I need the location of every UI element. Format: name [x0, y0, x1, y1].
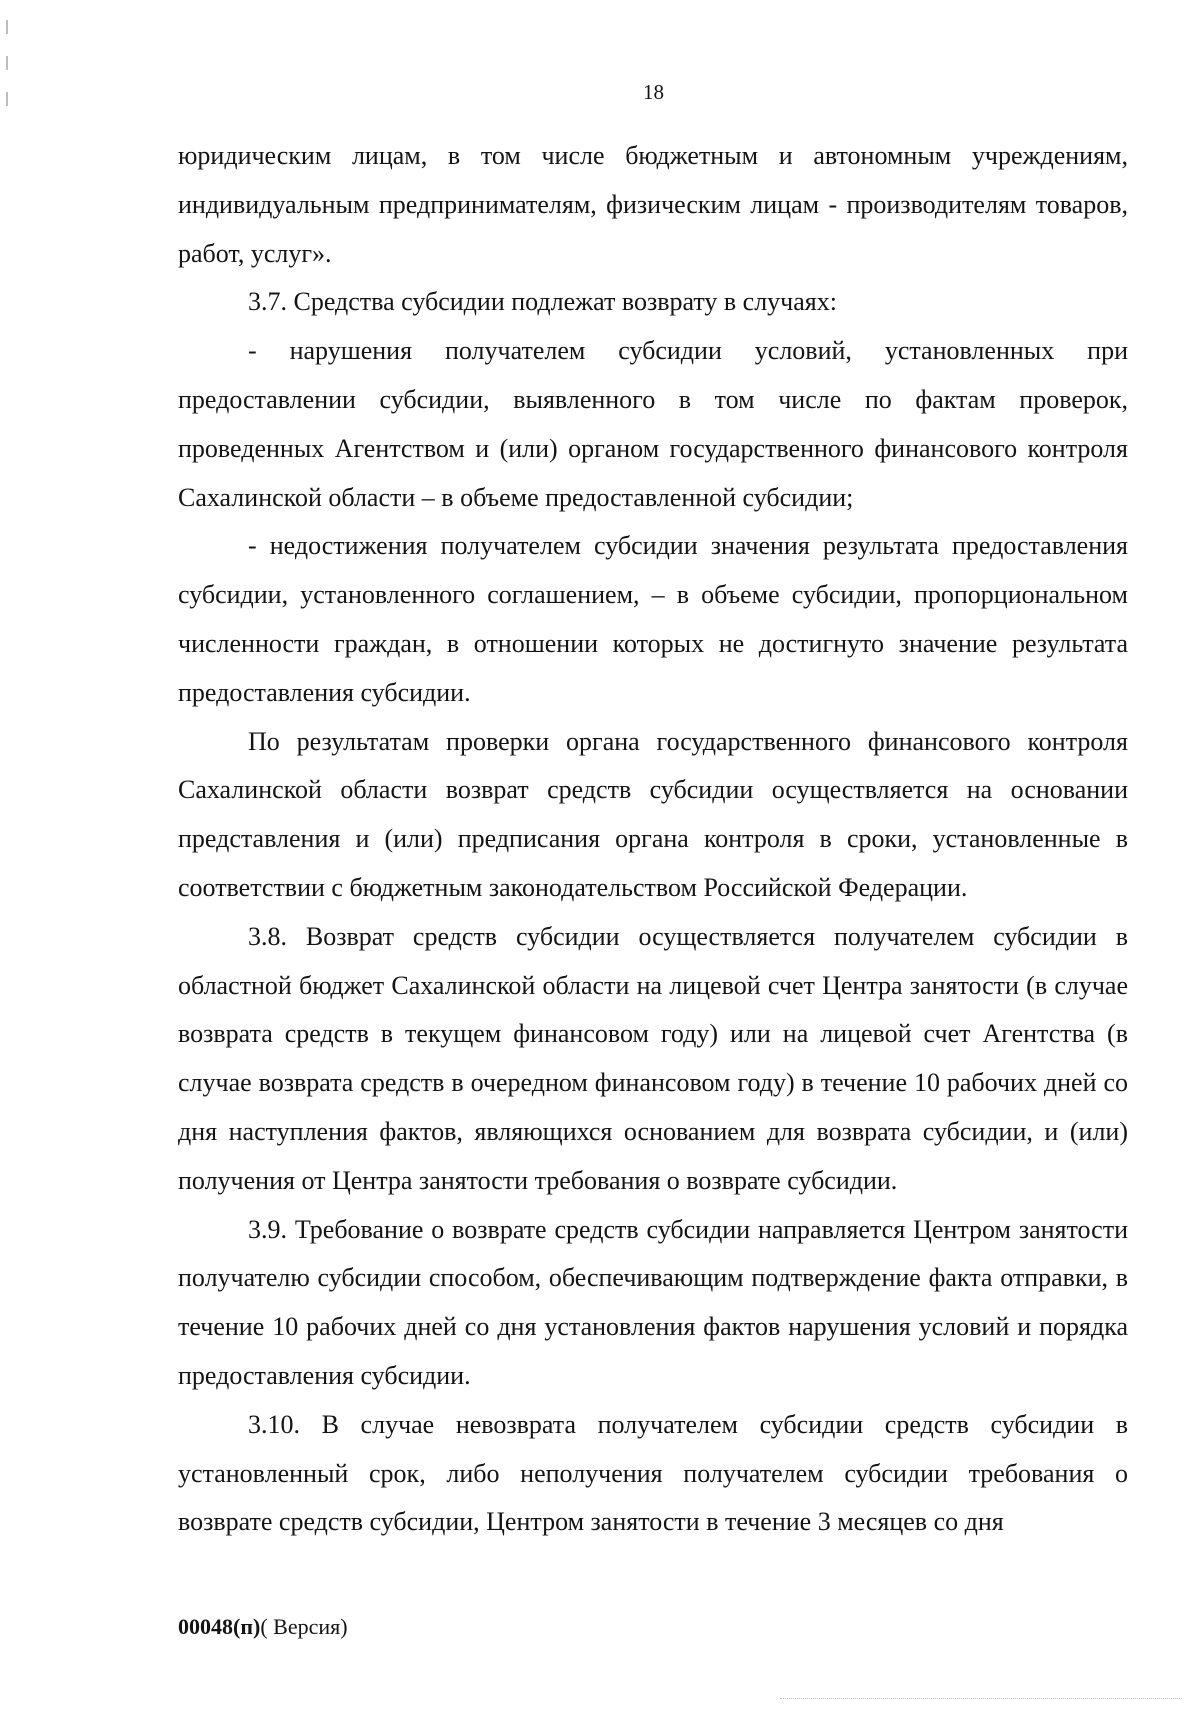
- document-footer: [178, 1614, 348, 1640]
- paragraph-3-10: 3.10. В случае невозврата получателем субсидии средств субсидии в установленный срок, либо неполучения получателем субсидии требования о возврате средств субсидии, Центром занятости в течение 3 месяцев со дня: [178, 1409, 1128, 1537]
- paragraph-3-9: 3.9. Требование о возврате средств субсидии направляется Центром занятости получателю субсидии способом, обеспечивающим подтверждение факта отправки, в течение 10 рабочих дней со дня установления фактов нарушения условий и порядка предоставления субсидии.: [178, 1214, 1128, 1390]
- paragraph-continuation: юридическим лицам, в том числе бюджетным и автономным учреждениям, индивидуальным предпринимателям, физическим лицам - производителям товаров, работ, услуг».: [178, 141, 1128, 268]
- document-code: 00048(п): [178, 1614, 261, 1639]
- paragraph-control-results: По результатам проверки органа государственного финансового контроля Сахалинской области возврат средств субсидии осуществляется на основании представления и (или) предписания органа контроля в сроки, установленные в соответствии с бюджетным законодательством Российской Федерации.: [178, 726, 1128, 902]
- paragraph-3-7: 3.7. Средства субсидии подлежат возврату в случаях:: [248, 287, 837, 317]
- page-number: 18: [643, 80, 664, 104]
- paragraph-bullet-non-achievement: - недостижения получателем субсидии значения результата предоставления субсидии, установленного соглашением, – в объеме субсидии, пропорциональном численности граждан, в отношении которых не достигнуто значение результата предоставления субсидии.: [178, 531, 1128, 707]
- paragraph-3-8: 3.8. Возврат средств субсидии осуществляется получателем субсидии в областной бюджет Сахалинской области на лицевой счет Центра занятости (в случае возврата средств в текущем финансовом году) или на лицевой счет Агентства (в случае возврата средств в очередном финансовом году) в течение 10 рабочих дней со дня наступления фактов, являющихся основанием для возврата субсидии, и (или) получения от Центра занятости требования о возврате субсидии.: [178, 921, 1128, 1195]
- scan-bottom-marks: [780, 1698, 1180, 1703]
- document-version: ( Версия): [260, 1614, 348, 1639]
- document-body: [178, 132, 1128, 1547]
- paragraph-bullet-violation: - нарушения получателем субсидии условий, установленных при предоставлении субсидии, выявленного в том числе по фактам проверок, проведенных Агентством и (или) органом государственного финансового контроля Сахалинской области – в объеме предоставленной субсидии;: [178, 336, 1128, 512]
